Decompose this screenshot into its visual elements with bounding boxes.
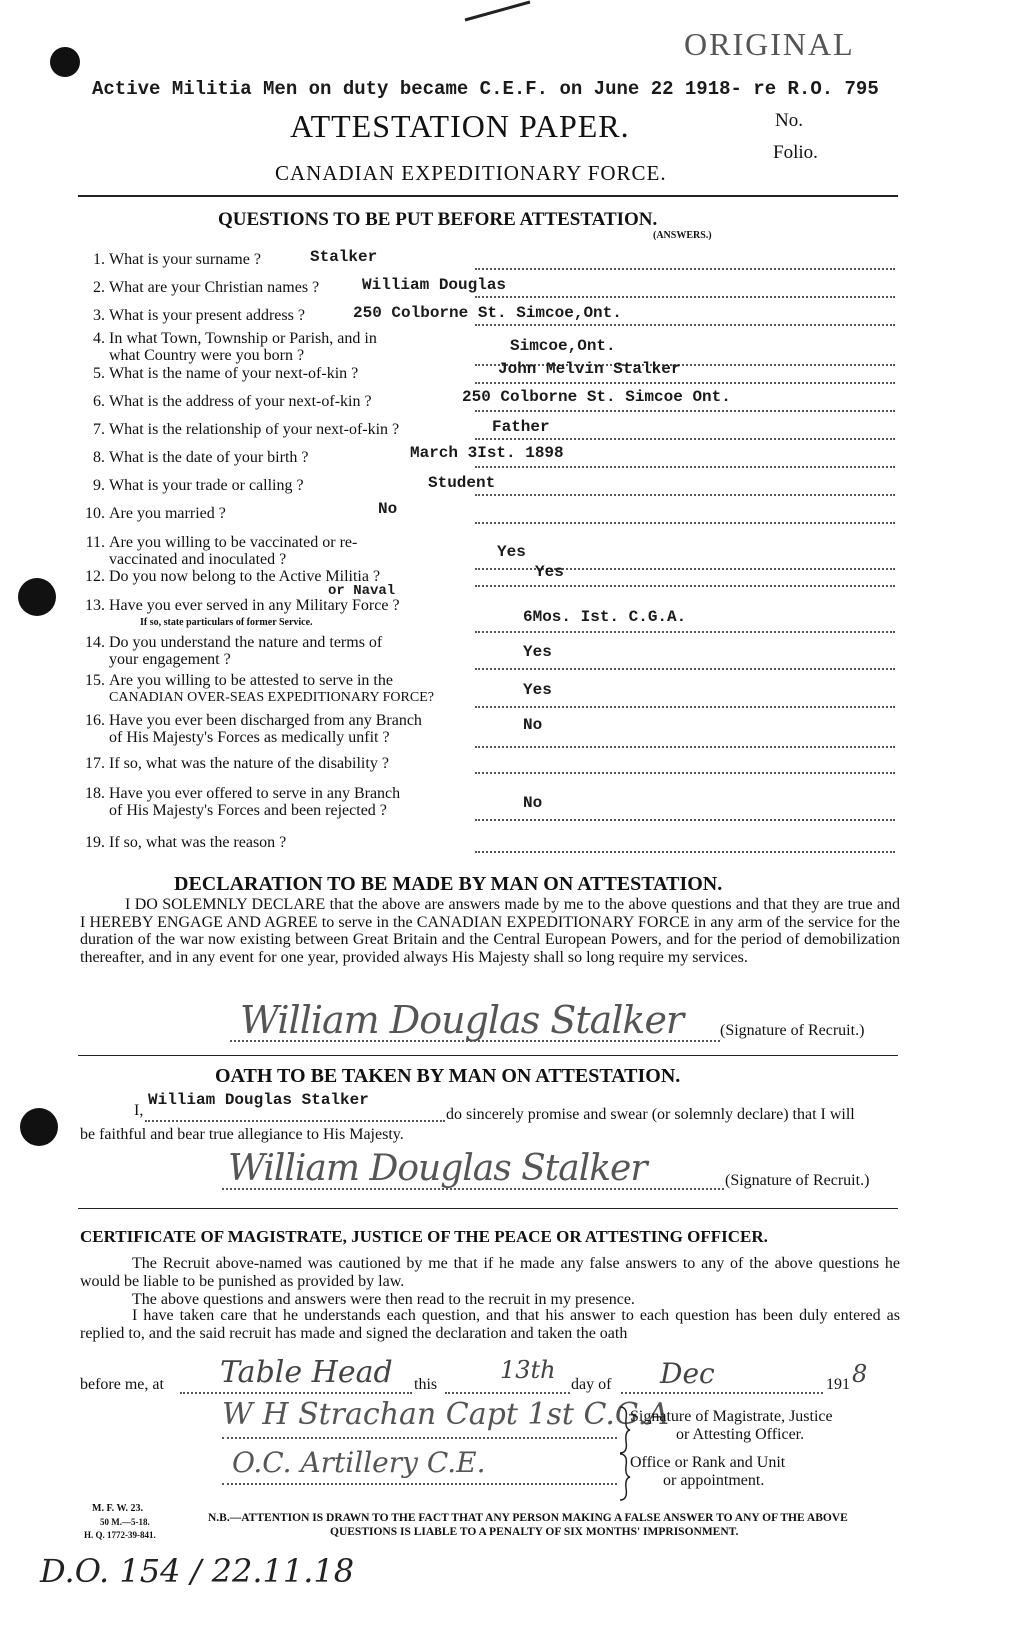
question-answer: Yes (497, 543, 526, 561)
question-text: What is your present address ? (109, 307, 305, 324)
question-answer: Stalker (310, 248, 378, 266)
question-number: 11. (85, 534, 105, 551)
question-text: What is the name of your next-of-kin ? (109, 365, 359, 382)
question-text: Have you ever been discharged from any Branch (109, 712, 422, 729)
oath-body-2: be faithful and bear true allegiance to His Majesty. (80, 1126, 404, 1143)
question-text: what Country were you born ? (109, 347, 305, 364)
document-subtitle: CANADIAN EXPEDITIONARY FORCE. (275, 161, 667, 185)
answer-line (475, 494, 895, 496)
question-number: 15. (85, 672, 105, 689)
question-answer: Father (492, 418, 550, 436)
unit-value: O.C. Artillery C.E. (232, 1446, 486, 1479)
header-divider (78, 195, 898, 197)
question-answer: No (523, 716, 543, 734)
question-text: of His Majesty's Forces as medically unfit ? (109, 729, 390, 746)
questions-heading: QUESTIONS TO BE PUT BEFORE ATTESTATION. (218, 209, 658, 230)
no-label: No. (775, 110, 803, 131)
question-text: Are you willing to be attested to serve in the (109, 672, 393, 689)
question-number: 17. (85, 755, 105, 772)
question-text: vaccinated and inoculated ? (109, 551, 287, 568)
question-text: of His Majesty's Forces and been rejected ? (109, 802, 387, 819)
declaration-heading: DECLARATION TO BE MADE BY MAN ON ATTESTATION. (174, 873, 723, 895)
oath-divider (78, 1208, 898, 1209)
question-number: 13. (85, 597, 105, 614)
question-number: 5. (93, 365, 105, 382)
officer-signature-line (222, 1437, 617, 1439)
answer-line (475, 466, 895, 468)
declaration-signature: William Douglas Stalker (240, 998, 684, 1042)
question-answer: Yes (523, 643, 552, 661)
answer-line (475, 851, 895, 853)
answer-line (475, 382, 895, 384)
pen-mark (460, 0, 540, 30)
oath-signature-label: (Signature of Recruit.) (725, 1172, 870, 1189)
question-number: 10. (85, 505, 105, 522)
oath-signature-line (222, 1188, 724, 1190)
question-number: 6. (93, 393, 105, 410)
declaration-divider (78, 1055, 898, 1056)
answer-line (475, 438, 895, 440)
oath-i-label: I, (134, 1102, 144, 1119)
day-of-label: day of (571, 1376, 612, 1393)
officer-signature: W H Strachan Capt 1st C.G.A (222, 1397, 669, 1432)
question-answer: William Douglas (362, 276, 507, 294)
answer-line (475, 668, 895, 670)
attestation-day: 13th (500, 1356, 556, 1384)
punch-hole-middle (18, 578, 56, 616)
officer-label-1: Signature of Magistrate, Justice (630, 1408, 833, 1425)
question-number: 3. (93, 307, 105, 324)
answer-line (475, 522, 895, 524)
certificate-heading: CERTIFICATE OF MAGISTRATE, JUSTICE OF THE PEACE OR ATTESTING OFFICER. (80, 1227, 768, 1246)
question-text: Are you married ? (109, 505, 226, 522)
question-text: What is your trade or calling ? (109, 477, 304, 494)
original-stamp: ORIGINAL (684, 26, 855, 62)
answer-line (475, 772, 895, 774)
answer-line (475, 410, 895, 412)
answer-line (475, 268, 895, 270)
place-line (180, 1392, 412, 1394)
question-answer: Simcoe,Ont. (510, 337, 616, 355)
question-number: 18. (85, 785, 105, 802)
notice-1: N.B.—ATTENTION IS DRAWN TO THE FACT THAT ANY PERSON MAKING A FALSE ANSWER TO ANY OF THE ABOVE (208, 1512, 848, 1524)
unit-label-1: Office or Rank and Unit (630, 1454, 786, 1471)
question-answer: 250 Colborne St. Simcoe Ont. (462, 388, 731, 406)
month-line (621, 1392, 823, 1394)
question-answer: March 3Ist. 1898 (410, 444, 564, 462)
answer-line (475, 706, 895, 708)
question-number: 8. (93, 449, 105, 466)
certificate-para-1: The Recruit above-named was cautioned by me that if he made any false answers to any of the above questions he would be liable to be punished as provided by law. (80, 1255, 900, 1290)
handwritten-note: D.O. 154 / 22.11.18 (40, 1552, 355, 1590)
question-number: 14. (85, 634, 105, 651)
question-answer: No (378, 500, 398, 518)
question-text: What is the date of your birth ? (109, 449, 309, 466)
certificate-para-3: I have taken care that he understands each question, and that his answer to each question has been duly entered as replied to, and the said recruit has made and signed the declaration and taken the oath (80, 1307, 900, 1342)
question-text: Do you now belong to the Active Militia ? (109, 568, 381, 585)
answer-line (475, 585, 895, 587)
question-text: What is the address of your next-of-kin ? (109, 393, 372, 410)
day-line (445, 1392, 570, 1394)
oath-name-line (145, 1120, 445, 1122)
question-number: 19. (85, 834, 105, 851)
unit-line (222, 1483, 617, 1485)
punch-hole-top (50, 47, 80, 77)
question-number: 12. (85, 568, 105, 585)
question-number: 16. (85, 712, 105, 729)
question-answer: Student (428, 474, 496, 492)
form-code-3: H. Q. 1772-39-841. (84, 1530, 156, 1540)
question-text: What is your surname ? (109, 251, 261, 268)
certificate-para-2: The above questions and answers were then read to the recruit in my presence. (132, 1291, 635, 1308)
document-title: ATTESTATION PAPER. (290, 108, 630, 144)
question-insert: or Naval (328, 583, 396, 599)
answer-line (475, 746, 895, 748)
answer-line (475, 324, 895, 326)
question-answer: Yes (523, 681, 552, 699)
declaration-body: I DO SOLEMNLY DECLARE that the above are answers made by me to the above questions and that they are true and I HEREBY ENGAGE AND AGREE to serve in the CANADIAN EXPEDITIONARY FORCE in any arm of the service for the duration of the war now existing between Great Britain and the Central European Powers, and for the period of demobilization thereafter, and in any event for one year, provided always His Majesty shall so long require my services. (80, 896, 900, 966)
question-number: 7. (93, 421, 105, 438)
form-code-1: M. F. W. 23. (92, 1503, 144, 1514)
question-number: 1. (93, 251, 105, 268)
oath-body-1: do sincerely promise and swear (or solemnly declare) that I will (446, 1106, 855, 1123)
question-answer: Yes (535, 563, 564, 581)
officer-label-2: or Attesting Officer. (676, 1426, 805, 1443)
answer-line (475, 631, 895, 633)
question-text: Do you understand the nature and terms of (109, 634, 383, 651)
question-answer: 250 Colborne St. Simcoe,Ont. (353, 304, 622, 322)
answer-line (475, 296, 895, 298)
top-note: Active Militia Men on duty became C.E.F. on June 22 1918- re R.O. 795 (92, 78, 879, 100)
oath-name: William Douglas Stalker (148, 1091, 369, 1109)
attestation-place: Table Head (220, 1355, 393, 1390)
before-me-label: before me, at (80, 1376, 164, 1393)
declaration-signature-line (230, 1040, 720, 1042)
question-text: In what Town, Township or Parish, and in (109, 330, 377, 347)
question-text: Have you ever served in any Military Force ? (109, 597, 400, 614)
declaration-signature-label: (Signature of Recruit.) (720, 1022, 865, 1039)
question-answer: No (523, 794, 543, 812)
question-text: What is the relationship of your next-of-kin ? (109, 421, 400, 438)
punch-hole-lower (20, 1108, 58, 1146)
form-code-2: 50 M.—5-18. (100, 1517, 150, 1527)
question-text: What are your Christian names ? (109, 279, 320, 296)
question-answer: John Melvin Stalker (498, 360, 681, 378)
this-label: this (414, 1376, 438, 1393)
question-number: 4. (93, 330, 105, 347)
year-value: 8 (852, 1360, 868, 1388)
question-text: CANADIAN OVER-SEAS EXPEDITIONARY FORCE? (109, 690, 434, 705)
unit-label-2: or appointment. (663, 1472, 765, 1489)
year-prefix: 191 (826, 1376, 850, 1393)
attestation-month: Dec (660, 1357, 715, 1390)
answer-line (475, 819, 895, 821)
folio-label: Folio. (773, 142, 818, 163)
notice-2: QUESTIONS IS LIABLE TO A PENALTY OF SIX MONTHS' IMPRISONMENT. (330, 1526, 739, 1538)
question-text: If so, what was the reason ? (109, 834, 287, 851)
question-text: If so, state particulars of former Service. (140, 617, 313, 628)
question-text: If so, what was the nature of the disability ? (109, 755, 389, 772)
question-answer: 6Mos. Ist. C.G.A. (523, 608, 687, 626)
oath-signature: William Douglas Stalker (228, 1148, 647, 1189)
oath-heading: OATH TO BE TAKEN BY MAN ON ATTESTATION. (215, 1065, 681, 1087)
question-number: 9. (93, 477, 105, 494)
question-text: Have you ever offered to serve in any Branch (109, 785, 401, 802)
question-text: your engagement ? (109, 651, 231, 668)
answers-label: (ANSWERS.) (653, 230, 712, 241)
question-text: Are you willing to be vaccinated or re- (109, 534, 358, 551)
question-number: 2. (93, 279, 105, 296)
